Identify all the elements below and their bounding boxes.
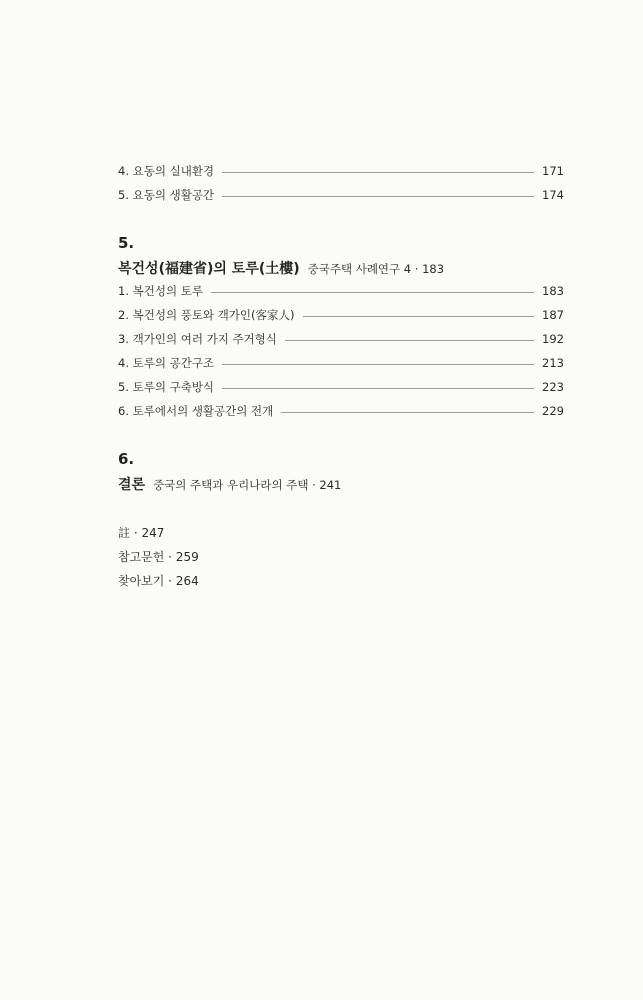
toc-entry — [118, 332, 564, 346]
toc-entry-title: 4. 요동의 실내환경 — [118, 164, 215, 178]
chapter-subtitle: 중국주택 사례연구 4 · 183 — [307, 262, 445, 276]
leader-line — [222, 172, 534, 173]
chapter-title: 결론 — [118, 477, 146, 493]
toc-entry-page: 213 — [542, 356, 564, 370]
toc-entry-page: 187 — [542, 308, 564, 322]
back-matter-item: 참고문헌 · 259 — [118, 550, 199, 564]
leader-line — [222, 196, 534, 197]
toc-entry-title: 4. 토루의 공간구조 — [118, 356, 215, 370]
toc-entry-title: 3. 객가인의 여러 가지 주거형식 — [118, 332, 277, 346]
toc-entry-page: 174 — [542, 188, 564, 202]
toc-entry-page: 183 — [542, 284, 564, 298]
chapter-number: 6. — [118, 450, 135, 468]
toc-entry-title: 6. 토루에서의 생활공간의 전개 — [118, 404, 274, 418]
toc-entry-title: 5. 요동의 생활공간 — [118, 188, 215, 202]
chapter-heading — [118, 474, 341, 494]
leader-line — [281, 412, 534, 413]
leader-line — [222, 364, 534, 365]
toc-entry-title: 5. 토루의 구축방식 — [118, 380, 215, 394]
leader-line — [222, 388, 534, 389]
chapter-subtitle: 중국의 주택과 우리나라의 주택 · 241 — [153, 478, 342, 492]
back-matter-item: 찾아보기 · 264 — [118, 574, 199, 588]
toc-entry-page: 171 — [542, 164, 564, 178]
toc-entry — [118, 188, 564, 202]
toc-entry — [118, 404, 564, 418]
leader-line — [285, 340, 534, 341]
toc-entry-title: 1. 복건성의 토루 — [118, 284, 203, 298]
chapter-number: 5. — [118, 234, 135, 252]
toc-entry — [118, 356, 564, 370]
leader-line — [211, 292, 534, 293]
chapter-title: 복건성(福建省)의 토루(土樓) — [118, 261, 300, 277]
toc-entry-page: 229 — [542, 404, 564, 418]
leader-line — [303, 316, 535, 317]
toc-entry — [118, 284, 564, 298]
toc-entry — [118, 308, 564, 322]
back-matter-item: 註 · 247 — [118, 526, 165, 540]
toc-entry — [118, 380, 564, 394]
toc-entry — [118, 164, 564, 178]
toc-entry-page: 192 — [542, 332, 564, 346]
chapter-heading — [118, 258, 444, 278]
toc-entry-page: 223 — [542, 380, 564, 394]
toc-entry-title: 2. 복건성의 풍토와 객가인(客家人) — [118, 308, 295, 322]
